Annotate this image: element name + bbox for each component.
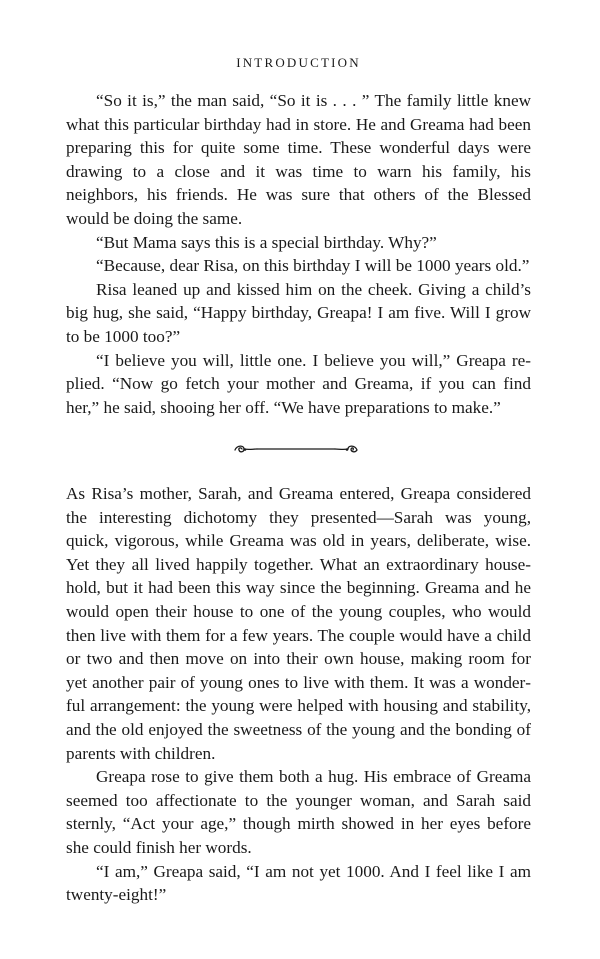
paragraph: Risa leaned up and kissed him on the cheek. Giving a child’s big hug, she said, “Happy birthday, Greapa! I am five. Will I grow to be 1000 too?” [66, 279, 531, 346]
paragraph: “I believe you will, little one. I believe you will,” Greapa replied. “Now go fetch your mother and Greama, if you can find her,” he said, shooing her off. “We have preparations to make.” [66, 350, 531, 417]
section-break-flourish-icon [231, 441, 361, 457]
paragraph: Greapa rose to give them both a hug. His embrace of Greama seemed too affectionate to the younger woman, and Sarah said sternly, “Act your age,” though mirth showed in her eyes before she could finish her words. [66, 767, 531, 857]
paragraph: “I am,” Greapa said, “I am not yet 1000. And I feel like I am twenty-eight!” [66, 861, 531, 905]
paragraph: “So it is,” the man said, “So it is . . . ” The family little knew what this particular birthday had in store. He and Greama had been preparing this for quite some time. These wonderful days were drawing to a close and it was time to warn his family, his neighbors, his friends. He was sure that others of the Blessed would be doing the same. [66, 91, 531, 228]
running-head: INTRODUCTION [236, 55, 361, 70]
paragraph: “Because, dear Risa, on this birthday I will be 1000 years old.” [96, 256, 530, 276]
section-2 [66, 482, 531, 907]
section-1 [66, 89, 531, 419]
paragraph: “But Mama says this is a special birthday. Why?” [96, 232, 437, 252]
paragraph: As Risa’s mother, Sarah, and Greama entered, Greapa considered the interesting dichotomy they presented—Sarah was young, quick, vigorous, while Greama was old in years, deliberate, wise. Yet they all lived happily together. What an extraordinary household, but it had been this way since the beginning. Greama and he would open their house to one of the young couples, who would then live with them for a few years. The couple would have a child or two and then move on into their own house, making room for yet another pair of young ones to live with them. It was a wonderful arrangement: the young were helped with housing and stability, and the old enjoyed the sweetness of the young and the bonding of parents with children. [66, 484, 531, 763]
